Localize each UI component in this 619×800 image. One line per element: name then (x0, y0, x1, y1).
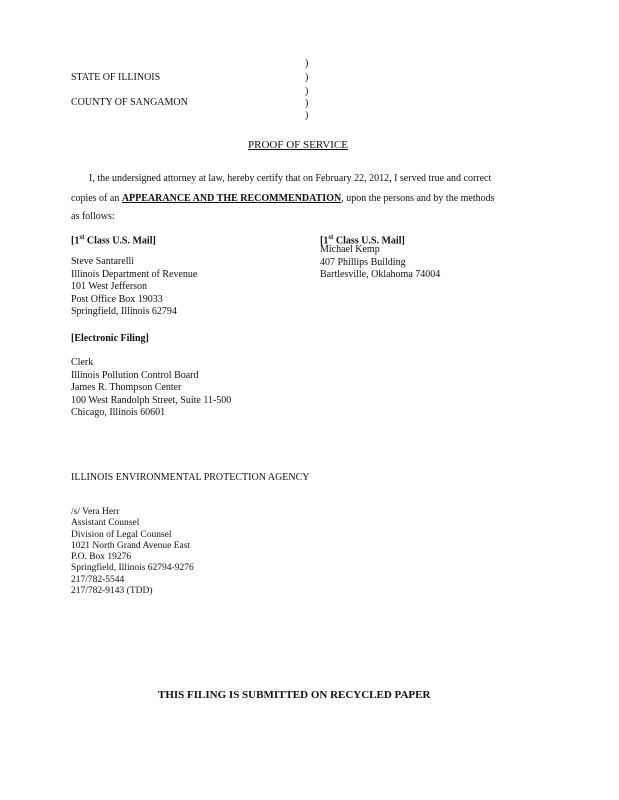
method-prefix: [1 (320, 235, 329, 247)
address-line: Bartlesville, Oklahoma 74004 (320, 269, 441, 281)
electronic-address (71, 357, 231, 420)
address-line: 407 Phillips Building (320, 256, 406, 268)
document-title: PROOF OF SERVICE (248, 139, 348, 151)
recycled-paper-notice: THIS FILING IS SUBMITTED ON RECYCLED PAPER (158, 689, 431, 701)
address-line: James R. Thompson Center (71, 382, 182, 394)
signature-line: 217/782-9143 (TDD) (71, 586, 153, 597)
address-line: 101 West Jefferson (71, 281, 148, 293)
caption-paren: ) (305, 58, 309, 69)
caption-paren: ) (305, 72, 309, 83)
signature-line: Division of Legal Counsel (71, 529, 172, 540)
address-line: Clerk (71, 357, 94, 368)
address-line: 100 West Randolph Street, Suite 11-500 (71, 394, 232, 406)
caption-state: STATE OF ILLINOIS (71, 72, 161, 83)
method-sup: st (328, 233, 334, 241)
intro-line-2-suffix: , upon the persons and by the methods (341, 193, 495, 204)
address-line: Illinois Department of Revenue (71, 268, 198, 280)
signature-line: P.O. Box 19276 (71, 552, 132, 563)
signature-line: /s/ Vera Herr (71, 507, 120, 517)
intro-document-names: APPEARANCE AND THE RECOMMENDATION (121, 193, 342, 204)
method-suffix: Class U.S. Mail] (333, 235, 405, 247)
signature-line: Assistant Counsel (71, 518, 140, 529)
electronic-method: [Electronic Filing] (71, 333, 149, 344)
address-line: Chicago, Illinois 60601 (71, 407, 166, 419)
signature-block (71, 507, 194, 597)
signature-line: Springfield, Illinois 62794-9276 (71, 563, 194, 574)
address-line: Post Office Box 19033 (71, 293, 163, 305)
caption-paren: ) (305, 86, 309, 97)
left-service-address (71, 256, 197, 319)
address-line: Illinois Pollution Control Board (71, 369, 199, 381)
left-service-method (71, 231, 156, 247)
method-suffix: Class U.S. Mail] (84, 235, 156, 247)
address-line: Springfield, Illinois 62794 (71, 306, 177, 318)
address-line: Michael Kemp (320, 244, 380, 255)
method-prefix: [1 (71, 235, 80, 247)
intro-line-2-prefix: copies of an (71, 193, 122, 204)
agency-name: ILLINOIS ENVIRONMENTAL PROTECTION AGENCY (71, 472, 310, 483)
intro-line-2 (71, 193, 495, 205)
intro-line-1: I, the undersigned attorney at law, hereby certify that on February 22, 2012, I served true and correct (89, 173, 492, 184)
caption-county: COUNTY OF SANGAMON (71, 97, 188, 108)
signature-line: 1021 North Grand Avenue East (71, 540, 191, 551)
caption-paren: ) (305, 98, 309, 109)
method-sup: st (79, 233, 85, 241)
caption-paren: ) (305, 110, 309, 121)
address-line: Steve Santarelli (71, 256, 135, 267)
intro-line-3: as follows: (71, 211, 115, 222)
signature-line: 217/782-5544 (71, 574, 125, 585)
right-service-address (320, 244, 440, 282)
